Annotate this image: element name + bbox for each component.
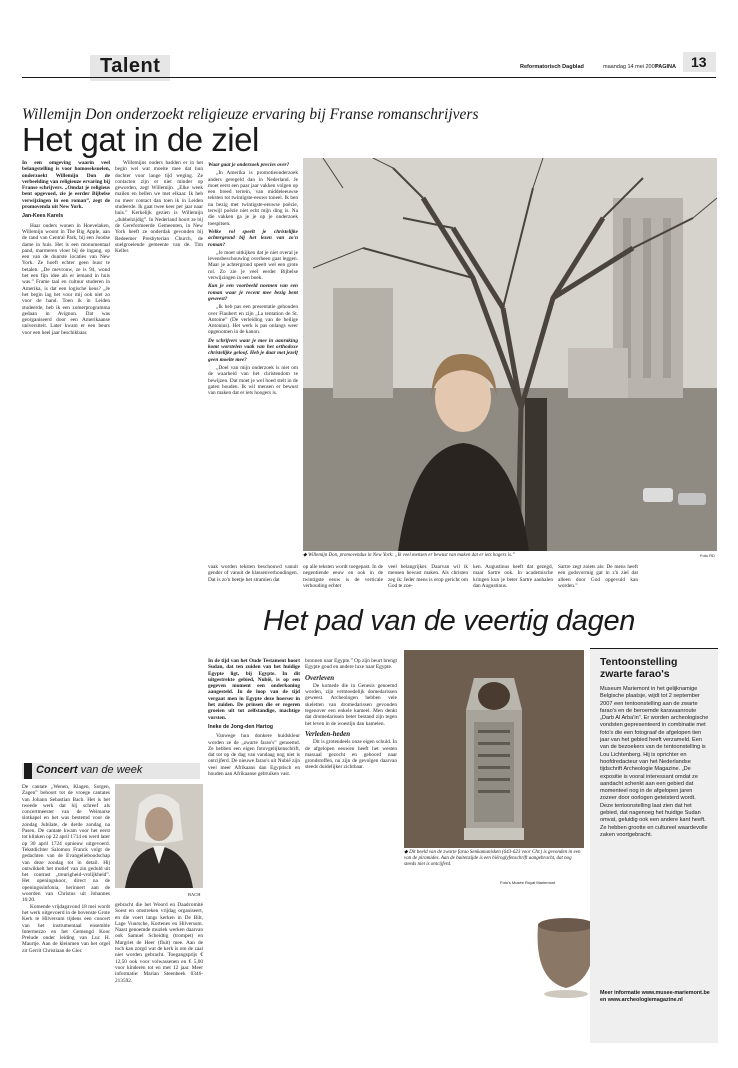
article-paragraph: Haar ouders wonen in Hoevelaken, Willemijn woont in The Big Apple, aan de rand van Central Park, bij een Joodse dame in huis. Het is een monumentaal pand, marmeren vloer bij de ingang, op een van de duurste locaties van New York. Ze hoeft echter geen huur te betalen. „De mevrouw, ze is 94, wond het een fijn idee als er iemand in huis was.” Frame taal en cultuur studeren in Amerika, is dat een logische keus? „Je het begin lag het voor mij ook niet zo voor de hand. Toen ik in Leiden studeerde, heb ik een zomerprogramma gedaan in Avignon. Dat was georganiseerd door een Amerikaanse universiteit. Later kwam er een beurs voor een heel jaar beschikbaar.: [22, 222, 110, 336]
article2-byline: Ineke de Jong-den Hartog: [208, 723, 274, 730]
article2-column-1: [208, 658, 300, 1008]
concert-paragraph: Komende vrijdagavond 18 mei wordt het werk uitgevoerd in de bovenste Grote Kerk te Hilversum tijdens een concert van het instrumentaal ensemble Intermezzo en het Gemengd Koor Prelude onder leiding van Luc H. Maurtje. Aan de kleinmen van het orgel zit Gerrit Christiaan de Gier.: [22, 903, 110, 954]
article2-column-2: [305, 658, 397, 1008]
section-label: Talent: [100, 55, 161, 77]
sidebar-body: Museum Mariemont in het gelijknamige Belgische plaatsje, wijdt tot 2 september 2007 een tentoonstelling aan de zwarte farao's en de beroemde karavaanroute „Darb Al Arba'in”. Er worden archeologische vondsten gepresenteerd in combinatie met foto's die een fotograaf de afgelopen tien jaar van het gebied heeft verzameld. Een van de bezoekers van de tentoonstelling is Lou Lichtenberg. Hij is oprichter en hoofdredacteur van het Nederlandse tijdschrift Archeologie Magazine. „De expositie is vooral interessant omdat ze aandacht schenkt aan een gebied dat momenteel nog in de afgelopen jaren zozeer door oorlogen geteisterd wordt. Deze tentoonstelling laat zien dat het gebied, dat nagenoeg het huidige Sudan omvat, geluidig ook een andere kant heeft. Ze hebben grootte en cultureel waardevolle zaken voortgebracht.: [600, 686, 709, 838]
article-paragraph: Vanwege hun donkere huidskleur worden ze de „zwarte farao's” genoemd. Ze hebben een eigen fotovgelijkenschrift, dat tot op de dag van vandaag nog niet is ontcijferd. De nieuwe farao's uit Nubië zijn veel meer Afrikaans dan Egyptisch en houden aan Afrikaanse gebruiken vast.: [208, 733, 300, 778]
article-headline: Het gat in de ziel: [22, 121, 259, 158]
page-word: PAGINA: [655, 64, 676, 70]
sidebar-title: Tentoonstelling zwarte farao's: [600, 656, 678, 680]
article1-bottom-1: vaak worden teksten beschouwd vanuit gender of vanuit de klassenverhoudingen. Dat is zo'n beetje het stramien dat: [208, 564, 298, 583]
caption-text: Dit beeld van de zwarte farao Senkamanisken (643-623 voor Chr.) is gevonden in een van de piramides. Aan de buitenzijde is een hiëroglyfenschrift aangebracht, dat nog steeds niet is ontcijferd.: [404, 850, 581, 867]
subhead: Verleden-heden: [305, 729, 351, 738]
park-scene-illustration: [303, 158, 717, 551]
article-lead: In een omgeving waarin veel belangstelling is voor homoseksuelen, onderzoekt Willemijn Don de verbeelding van religieuze ervaring bij Franse schrijvers. „Omdat je religieus bent opgevoed, zie je eerder Bijbelse verwijzingen in een roman”, zegt de promovenda uit New York.: [22, 160, 110, 211]
article1-column-1: [22, 160, 110, 630]
interview-answer: „Ik heb pas een presentatie gehouden over Flaubert en zijn „La tentation de St. Antoine” (De verleiding van de heilige Antonius). Het werk is pas onlangs weer opgenomen in de kanon.: [208, 304, 298, 336]
interview-question: Kun je een voorbeeld noemen van een roman waar je recent mee bezig bent geweest?: [208, 283, 298, 302]
statue-photo-caption: [404, 850, 584, 868]
concert-header-icon: [24, 763, 32, 779]
concert-paragraph: gebracht die het Woord en Daadcomité Soest en omstreken vrijdag organiseert, en die voert langs kerken in De Bilt, Lage Vuursche, Kortenes en Hilversum. Naast genoemde muziek werken daarvan ook Samuel Scheidtig (trompet) en Margriet de Heer (fluit) mee. Aan de toch kan zorgd wat de kerk is om de zaal niet worden gebracht. Toegangsprijs € 12,50 ook voor volwassenen en € 5,00 voor kinderen tot en met 12 jaar. Meer informatie: Marian Steenbeek 0346-213592.: [115, 902, 203, 984]
article-kicker: Willemijn Don onderzoekt religieuze ervaring bij Franse romanschrijvers: [22, 106, 479, 123]
article-byline: Jan-Kees Karels: [22, 213, 64, 220]
article-paragraph: De komede die in Genesis genoemd worden, zijn vermoedelijk domedarissen geweest. Archeologen hebben vele skeletten van dromedarissen gevonden tegenover een enkele kameel. Men denkt dat dromedarissen beter bestand zijn tegen het leven in de woestijn dan kamelen.: [305, 682, 397, 727]
publication-date: maandag 14 mei 2007: [603, 64, 658, 70]
caption-triangle-icon: ◆: [404, 850, 410, 855]
article1-bottom-4: ken. Augustinus heeft dat gezegd, maar Sartre ook. In academische kringen kun je beter Sartre aanhalen dan Augustinus.: [473, 564, 553, 589]
bach-portrait-caption: BACH: [188, 892, 201, 897]
concert-column-1: [22, 784, 110, 1046]
article1-bottom-3: veel belangrijker. Daarvan wil ik mensen bewust maken. Als christen zeg ik: Ieder mens is erop gericht om God te zoe-: [388, 564, 468, 589]
interview-question: Waar gaat je onderzoek precies over?: [208, 162, 290, 168]
article-paragraph: Dit is grotendeels onze eigen schuld. In de afgelopen eeuwen heeft het westen massaal gezocht en geboord naar grondstoffen, nu zijn de gevolgen daarvan steeds duidelijker zichtbaar.: [305, 739, 397, 771]
interview-answer: „Je moet uitkijken dat je niet overal je levensbeschouwing overheen gaat leggen. Maar je achtergrond speelt wel een grote rol. Zo zie je veel eerder Bijbelse verwijzingen in een boek.: [208, 249, 298, 282]
caption-text: Willemijn Don, promovendus in New York: „Ik veel mensen er bewust van maken dat er iets hogers is.”: [308, 553, 516, 558]
page-number: 13: [691, 54, 707, 70]
statue-photo: [404, 650, 584, 848]
interview-question: De schrijvers waar je mee in aanraking komt worstelen vaak van het orthodoxe christelijke geloof. Heb je daar met jezelf geen moeite mee?: [208, 337, 298, 363]
sidebar-top-rule: [590, 648, 718, 649]
article1-column-3: [208, 160, 298, 600]
interview-question: Welke rol speelt je christelijke achtergrond bij het lezen van zo'n roman?: [208, 228, 298, 248]
interview-answer: „In Amerika is promotieonderzoek anders geregeld dan in Nederland. Je moet eerst een paar jaar vakken volgen op een breed terrein, van middeleeuwse teksten tot twintigste-eeuws toneel. Ik ben nu bezig met twintigste-eeuwse poëzie, terwijl poëzie niet echt mijn ding is. Na die vakken ga je je op je onderzoek toespitsen.: [208, 170, 298, 227]
concert-title-main: Concert: [36, 764, 78, 776]
article-paragraph: bronnen naar Egypte.” Op zijn beurt brengt Egypte goud en andere luxe naar Egypte.: [305, 658, 397, 671]
article1-column-2: [115, 160, 203, 630]
sidebar-more-info: Meer informatie www.musee-mariemont.be en www.archeologiemagazine.nl: [600, 990, 710, 1003]
header-rule: [22, 77, 716, 78]
bach-portrait-illustration: [115, 784, 203, 888]
publication-name: Reformatorisch Dagblad: [520, 64, 584, 70]
article2-lead: In de tijd van het Oude Testament hoort Sudan, dat ten zuiden van het huidige Egypte ligt, bij Egypte. In dit uitgestrekte gebied, Nubië, is op een gegeven moment een onderkoning aangesteld. In de loop van de tijd vergaat men in Egypte deze hoerser in het zuiden. De prinsen die er regeren groeien uit tot zelfstandige, machtige vorsten.: [208, 658, 300, 721]
bach-portrait: [115, 784, 203, 888]
caption-triangle-icon: ◆: [303, 553, 309, 558]
article-paragraph: Willemijns ouders hadden er in het begin wel wat moeite mee dat hun dochter voor lange tijd weging. Ze contacten zijn er niet minder op geworden, zegt Willemijn. „Elke week mailen en bellen we met elkaar. Ik heb nu meer contact dan toen ik in Leiden studeerde. Ik gaat twee keer per jaar naar huis.” Kerkelijk gezien is Willemijn „dubbelzijdig”. In Nederland hoort ze bij de Gereformeerde Gemeenten, in New York heeft ze onderdak gevonden bij Redeemer Presbyterian Church, de snelgroeiende gemeente van de. Tim Keller.: [115, 160, 203, 255]
article2-headline: Het pad van de veertig dagen: [263, 605, 636, 637]
concert-paragraph: De cantate „Wenen, Klagen, Sorgen, Zagen” behoort tot de vroege cantates van Johann Sebastian Bach. Het is het tweede werk dat hij schreef als concertmeester van de Weimarse slotkapel en het was bestemd voor de zondag Jubilate, de derde zondag na Pasen. De cantate kwam voor het eerst tot klinken op 22 april 1714 en werd later op 30 april 1724 opnieuw uitgevoerd. Tekstdichter Salomon Franck volgt de gedachten van de Evangelieboodschap van deze zondag tot in detail. Hij ontwikkelt het motief van zin geduld uit het contrast „treurigheid-vrolijkheid”. Het openingskoor, direct na de openingssinfonia, herinnert aan de woorden van Christus uit Johannes 16:20.: [22, 784, 110, 904]
concert-title-sub: van de week: [80, 764, 143, 776]
portrait-photo-caption: [303, 553, 683, 559]
statue-illustration: [404, 650, 584, 848]
subhead: Overleven: [305, 673, 335, 682]
interview-answer: „Doel van mijn onderzoek is niet om de waarheid van het christendom te bewijzen. Dat moet je wel hoed stelt in de gaten houden. Ik wil mensen er bewust van maken dat er iets hoogers is.: [208, 364, 298, 397]
article1-bottom-5: Sartre zegt zoiets als: De mens heeft een godsvormig gat in z'n ziel dat alleen door God opgevuld kan worden.”: [558, 564, 638, 589]
portrait-photo: [303, 158, 717, 551]
article1-bottom-2: op alle teksten wordt toegepast. In de negentiende eeuw en ook in de twintigste eeuw is de verticale verhouding echter: [303, 564, 383, 589]
statue-photo-credit: Foto's Musée Royal Mariemont: [500, 880, 556, 885]
concert-title: [36, 764, 142, 776]
photo-credit: Foto RD: [700, 553, 715, 558]
concert-column-2: [115, 902, 203, 1042]
